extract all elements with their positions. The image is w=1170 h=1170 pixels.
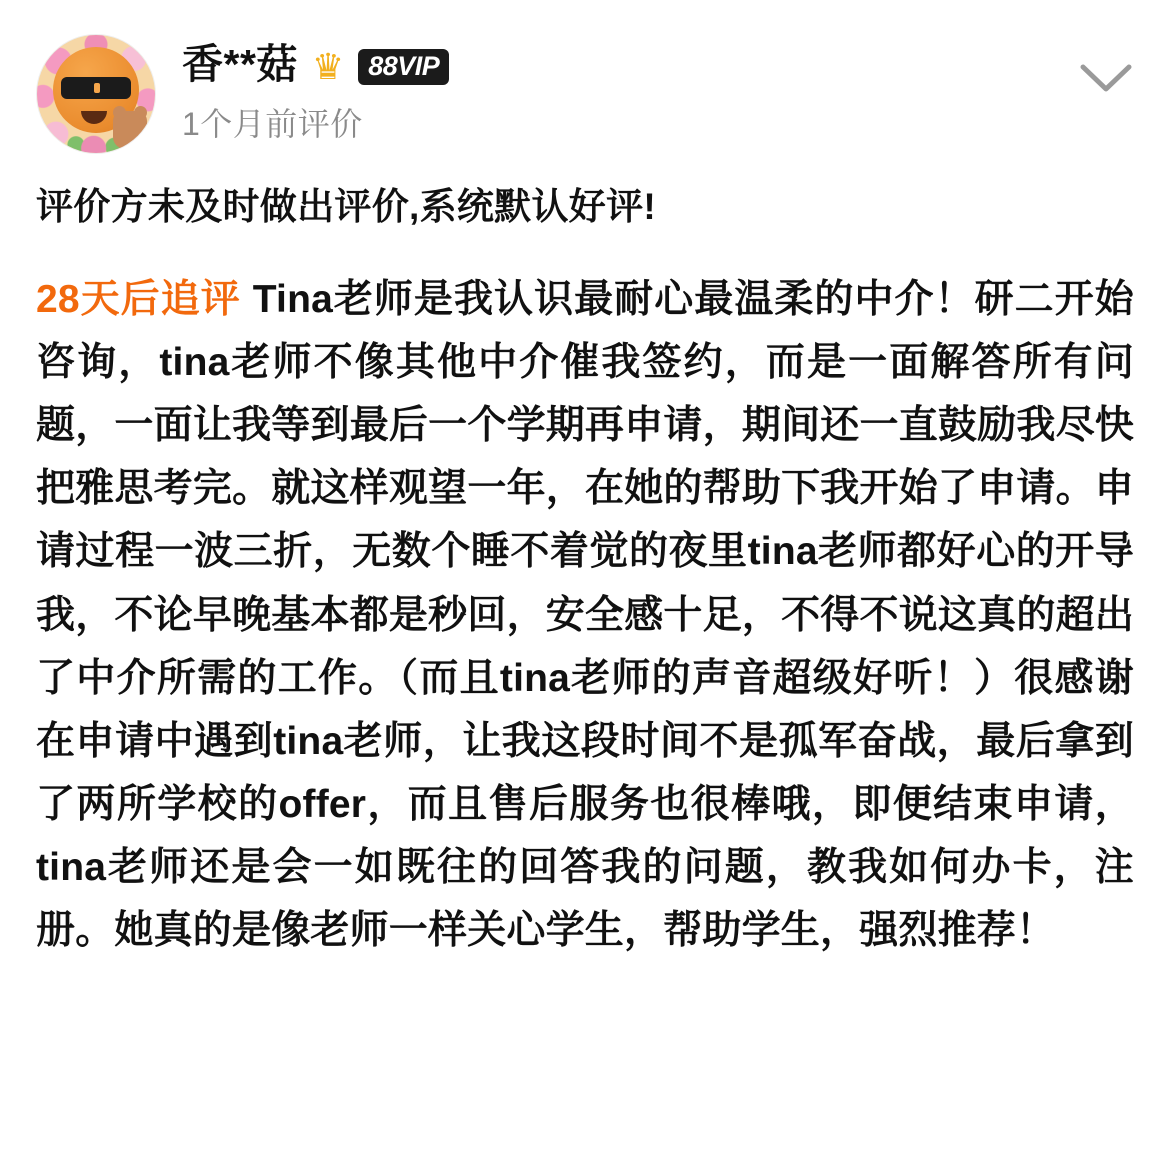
review-timestamp: 1个月前评价 — [182, 106, 363, 143]
avatar[interactable] — [36, 34, 156, 154]
avatar-bear-icon — [113, 111, 147, 149]
review-body — [36, 180, 1134, 963]
review-header — [36, 34, 1134, 166]
username-row — [182, 42, 1078, 87]
avatar-sunglasses-icon — [61, 77, 131, 99]
username: 香**菇 — [182, 41, 298, 87]
append-review-block — [36, 268, 1134, 963]
crown-icon: ♛ — [311, 45, 345, 87]
vip-badge[interactable]: 88VIP — [358, 49, 449, 85]
first-comment-text: 评价方未及时做出评价,系统默认好评! — [36, 186, 656, 227]
chevron-down-icon[interactable] — [1078, 50, 1134, 106]
user-info — [182, 34, 1078, 145]
append-review-label: 28天后追评 — [36, 277, 241, 321]
append-review-text: Tina老师是我认识最耐心最温柔的中介！研二开始咨询，tina老师不像其他中介催我签约，而是一面解答所有问题，一面让我等到最后一个学期再申请，期间还一直鼓励我尽快把雅思考完。就这样观望一年，在她的帮助下我开始了申请。申请过程一波三折，无数个睡不着觉的夜里tina老师都好心的开导我，不论早晚基本都是秒回，安全感十足，不得不说这真的超出了中介所需的工作。（而且tina老师的声音超级好听！）很感谢在申请中遇到tina老师，让我这段时间不是孤军奋战，最后拿到了两所学校的offer，而且售后服务也很棒哦，即便结束申请，tina老师还是会一如既往的回答我的问题，教我如何办卡，注册。她真的是像老师一样关心学生，帮助学生，强烈推荐！ — [36, 277, 1134, 953]
